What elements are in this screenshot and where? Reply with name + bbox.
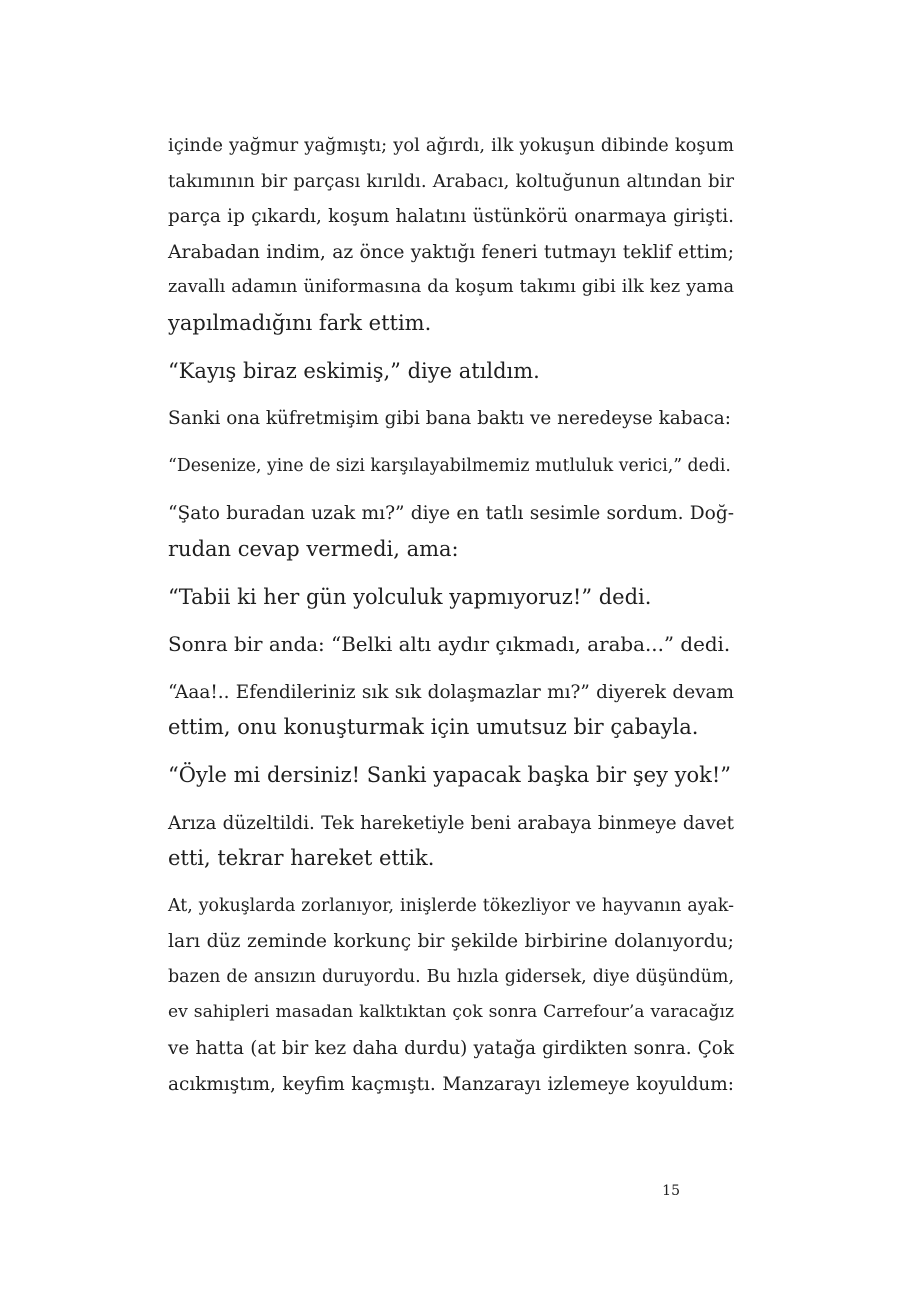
text-line: ettim, onu konuşturmak için umutsuz bir çabayla. bbox=[168, 715, 699, 740]
paragraph bbox=[168, 758, 734, 794]
text-line: At, yokuşlarda zorlanıyor, inişlerde tökezliyor ve hayvanın ayak- bbox=[168, 895, 734, 916]
paragraph bbox=[168, 496, 734, 567]
paragraph bbox=[168, 806, 734, 877]
paragraph bbox=[168, 889, 734, 1103]
text-line: bazen de ansızın duruyordu. Bu hızla gidersek, diye düşündüm, bbox=[168, 966, 734, 987]
text-line: içinde yağmur yağmıştı; yol ağırdı, ilk yokuşun dibinde koşum bbox=[168, 135, 734, 156]
paragraph bbox=[168, 401, 734, 437]
text-line: Sonra bir anda: “Belki altı aydır çıkmadı, araba...” dedi. bbox=[168, 633, 731, 657]
text-line: ları düz zeminde korkunç bir şekilde birbirine dolanıyordu; bbox=[168, 931, 734, 953]
text-line: “Tabii ki her gün yolculuk yapmıyoruz!” dedi. bbox=[168, 584, 652, 609]
paragraph bbox=[168, 354, 734, 390]
paragraph bbox=[168, 627, 734, 663]
text-line: Arabadan indim, az önce yaktığı feneri tutmayı teklif ettim; bbox=[168, 241, 734, 263]
paragraph bbox=[168, 128, 734, 342]
text-line: ev sahipleri masadan kalktıktan çok sonra Carrefour’a varacağız bbox=[168, 1002, 734, 1023]
text-line: “Aaa!.. Efendileriniz sık sık dolaşmazlar mı?” diyerek devam bbox=[168, 681, 734, 703]
text-line: etti, tekrar hareket ettik. bbox=[168, 846, 435, 871]
text-line: “Kayış biraz eskimiş,” diye atıldım. bbox=[168, 358, 540, 383]
text-line: ve hatta (at bir kez daha durdu) yatağa girdikten sonra. Çok bbox=[168, 1038, 734, 1060]
body-text bbox=[168, 128, 734, 1114]
text-line: parça ip çıkardı, koşum halatını üstünkörü onarmaya girişti. bbox=[168, 206, 734, 228]
text-line: takımının bir parçası kırıldı. Arabacı, koltuğunun altından bir bbox=[168, 170, 734, 192]
text-line: rudan cevap vermedi, ama: bbox=[168, 536, 459, 561]
paragraph bbox=[168, 675, 734, 746]
page-number: 15 bbox=[662, 1183, 680, 1199]
text-line: “Şato buradan uzak mı?” diye en tatlı sesimle sordum. Doğ- bbox=[168, 503, 734, 525]
text-line: zavallı adamın üniformasına da koşum takımı gibi ilk kez yama bbox=[168, 277, 734, 298]
paragraph bbox=[168, 580, 734, 616]
paragraph bbox=[168, 449, 734, 485]
text-line: Arıza düzeltildi. Tek hareketiyle beni arabaya binmeye davet bbox=[168, 812, 734, 834]
text-line: acıkmıştım, keyfim kaçmıştı. Manzarayı izlemeye koyuldum: bbox=[168, 1073, 734, 1095]
text-line: “Desenize, yine de sizi karşılayabilmemiz mutluluk verici,” dedi. bbox=[168, 455, 731, 476]
text-line: Sanki ona küfretmişim gibi bana baktı ve neredeyse kabaca: bbox=[168, 408, 731, 430]
text-line: “Öyle mi dersiniz! Sanki yapacak başka bir şey yok!” bbox=[168, 762, 732, 787]
text-line: yapılmadığını fark ettim. bbox=[168, 310, 432, 335]
